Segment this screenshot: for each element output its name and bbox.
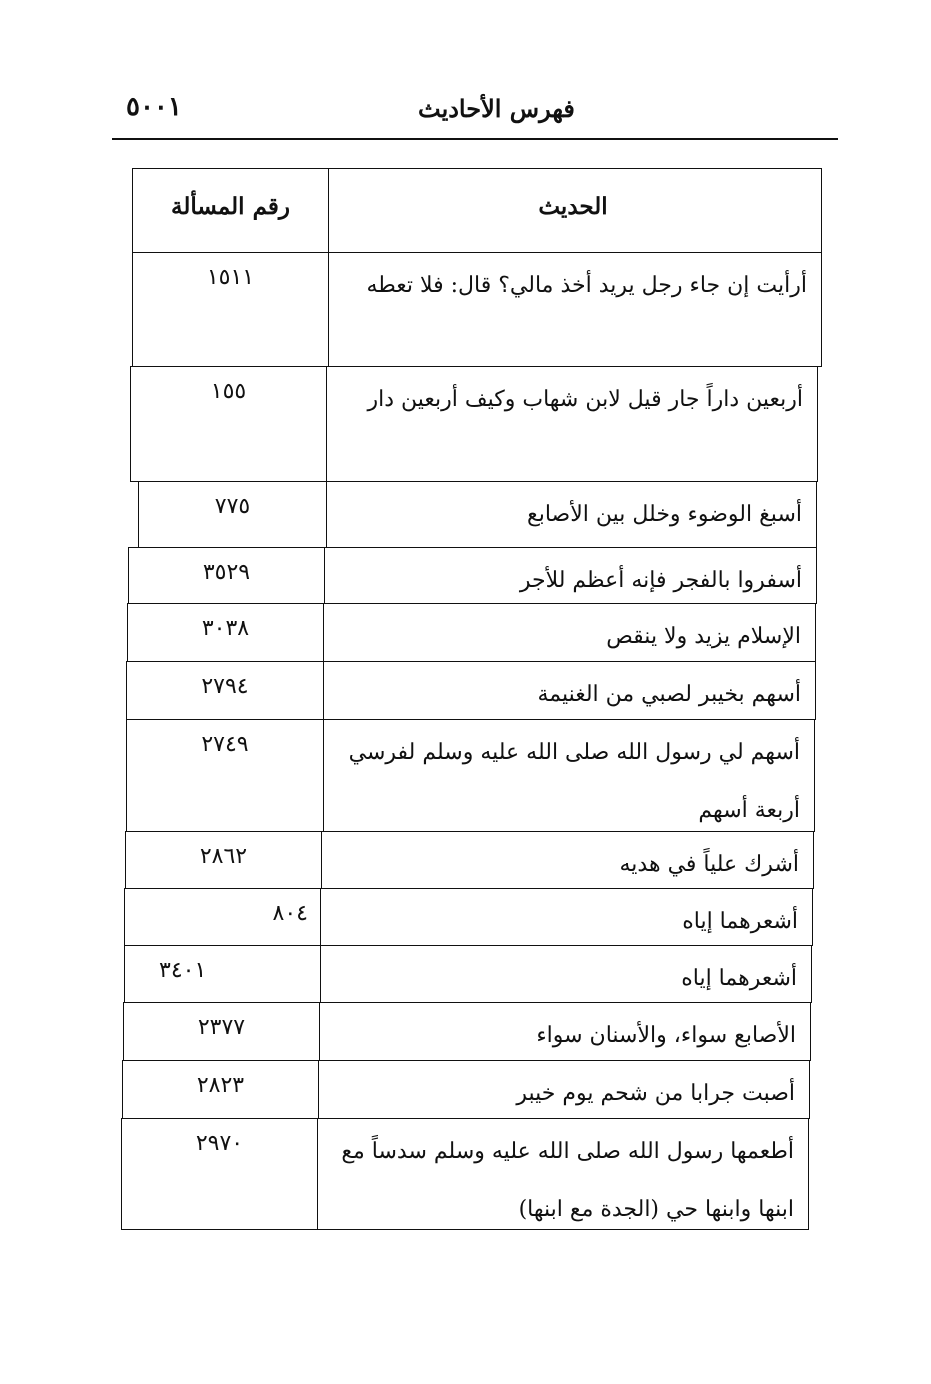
table-row	[123, 1002, 811, 1061]
issue-number: ٢٣٧٧	[124, 1003, 320, 1060]
page-header	[112, 92, 838, 132]
hadith-text: الأصابع سواء، والأسنان سواء	[536, 1023, 796, 1048]
table-row	[138, 481, 817, 548]
table-row	[126, 719, 815, 832]
page-title: فهرس الأحاديث	[418, 94, 575, 123]
table-header-row	[132, 168, 822, 253]
issue-number: ٢٧٤٩	[127, 720, 324, 831]
page-number: ٥٠٠١	[126, 92, 182, 122]
hadith-text: أسبغ الوضوء وخلل بين الأصابع	[527, 502, 802, 527]
hadith-text: أشعرهما إياه	[682, 909, 798, 934]
issue-number: ٣٤٠١	[125, 946, 321, 1002]
issue-number: ١٥٥	[131, 367, 327, 481]
issue-number: ٢٩٧٠	[122, 1119, 318, 1229]
issue-number: ٣٥٢٩	[129, 548, 325, 603]
table-row	[125, 831, 814, 889]
column-header-hadith: الحديث	[538, 193, 608, 220]
issue-number: ١٥١١	[133, 253, 329, 366]
hadith-text: أسفروا بالفجر فإنه أعظم للأجر	[519, 568, 802, 593]
hadith-text: أسهم بخيبر لصبي من الغنيمة	[537, 682, 801, 707]
hadith-text: أصبت جرابا من شحم يوم خيبر	[516, 1081, 795, 1106]
hadith-text: الإسلام يزيد ولا ينقص	[606, 624, 801, 649]
table-row	[124, 945, 812, 1003]
column-header-issue-number: رقم المسألة	[133, 169, 329, 252]
issue-number: ٨٠٤	[125, 889, 321, 945]
hadith-text: أربعين داراً جار قيل لابن شهاب وكيف أربعين دار	[367, 387, 803, 412]
hadith-text: أسهم لي رسول الله صلى الله عليه وسلم لفرسي أربعة أسهم	[348, 740, 800, 823]
header-rule	[112, 138, 838, 140]
table-row	[121, 1118, 809, 1230]
table-row	[128, 547, 817, 604]
table-row	[130, 366, 818, 482]
table-row	[126, 661, 816, 720]
issue-number: ٣٠٣٨	[128, 604, 324, 661]
issue-number: ٧٧٥	[139, 482, 327, 547]
hadith-text: أطعمها رسول الله صلى الله عليه وسلم سدساً مع ابنها وابنها حي (الجدة مع ابنها)	[341, 1139, 794, 1222]
issue-number: ٢٨٢٣	[123, 1061, 319, 1118]
hadith-text: أرأيت إن جاء رجل يريد أخذ مالي؟ قال: فلا تعطه	[366, 273, 807, 298]
table-row	[122, 1060, 810, 1119]
hadith-text: أشعرهما إياه	[681, 966, 797, 991]
table-row	[124, 888, 813, 946]
table-row	[127, 603, 816, 662]
table-row	[132, 252, 822, 367]
hadith-text: أشرك علياً في هديه	[619, 852, 799, 877]
issue-number: ٢٨٦٢	[126, 832, 322, 888]
issue-number: ٢٧٩٤	[127, 662, 324, 719]
